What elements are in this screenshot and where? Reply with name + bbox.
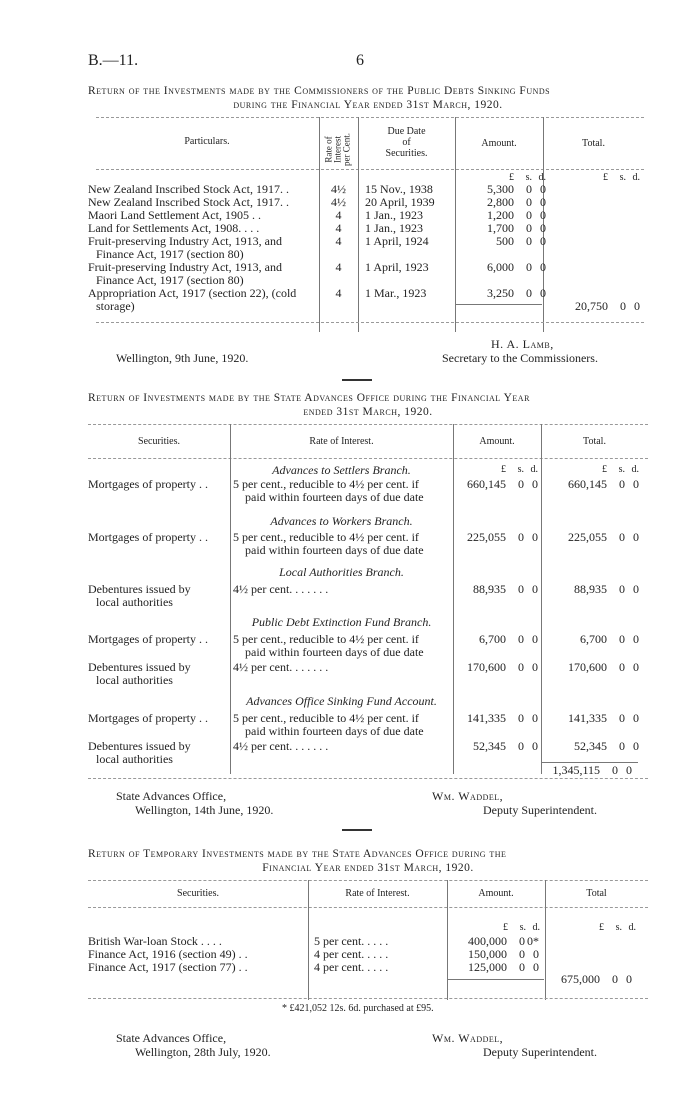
table3-amount: 400,000 0 0* [468, 934, 539, 948]
rate-header-line2: Interest [332, 136, 343, 163]
table2-section-title: Public Debt Extinction Fund Branch. [251, 615, 432, 629]
table3-place-date: Wellington, 28th July, 1920. [135, 1045, 271, 1059]
table2-office: State Advances Office, [116, 789, 227, 803]
table1-rate: 4 [335, 208, 342, 222]
table3-header-amount: Amount. [478, 888, 514, 899]
table1-particulars: New Zealand Inscribed Stock Act, 1917. . [88, 182, 289, 196]
rate-header-line3: per Cent. [341, 133, 352, 166]
table2-amount: 88,935 0 0 [473, 582, 538, 596]
table2-section-title: Advances Office Sinking Fund Account. [246, 694, 437, 708]
table3-amount-units: £ s. d. [503, 922, 540, 933]
table2-amount: 660,145 0 0 [467, 477, 538, 491]
table3-rate: 4 per cent. . . . . [314, 947, 389, 961]
table1-particulars: New Zealand Inscribed Stock Act, 1917. . [88, 195, 289, 209]
table1-rate: 4½ [331, 182, 346, 196]
table3-header-rate: Rate of Interest. [345, 888, 410, 899]
table2-header-rate: Rate of Interest. [309, 436, 374, 447]
table2-signer: Wm. Waddel, [432, 789, 504, 803]
table1-particulars: Fruit-preserving Industry Act, 1913, and [88, 234, 282, 248]
table2-rate: 5 per cent., reducible to 4½ per cent. if [233, 632, 419, 646]
table2-signer-title: Deputy Superintendent. [483, 803, 597, 817]
table1-particulars-cont: Finance Act, 1917 (section 80) [96, 273, 244, 287]
table2-security: Debentures issued by [88, 582, 191, 596]
table1-header-due-date [358, 126, 455, 159]
table2-rate: 4½ per cent. . . . . . . [233, 582, 329, 596]
table1-amount: 1,700 0 0 [487, 221, 546, 235]
table3-footnote: * £421,052 12s. 6d. purchased at £95. [282, 1003, 434, 1014]
table1-particulars-cont: storage) [96, 299, 135, 313]
table1-title-2: during the Financial Year ended 31st March, 1920. [233, 99, 503, 111]
table1-due-date: 1 April, 1923 [365, 260, 429, 274]
table2-security: Debentures issued by [88, 660, 191, 674]
table2-title-2: ended 31st March, 1920. [303, 406, 433, 418]
table2-total: 88,935 0 0 [574, 582, 639, 596]
table3-header-securities: Securities. [177, 888, 219, 899]
table2-security: Mortgages of property . . [88, 711, 208, 725]
table2-title: Return of Investments made by the State Advances Office during the Financial Year [88, 392, 530, 404]
due-header-line1: Due Date [387, 126, 426, 137]
table1-due-date: 1 Jan., 1923 [365, 208, 423, 222]
table2-total: 170,600 0 0 [568, 660, 639, 674]
table2-place-date: Wellington, 14th June, 1920. [135, 803, 274, 817]
table3-security: Finance Act, 1916 (section 49) . . [88, 947, 248, 961]
table2-rate: 5 per cent., reducible to 4½ per cent. if [233, 711, 419, 725]
table1-particulars: Appropriation Act, 1917 (section 22), (cold [88, 286, 297, 300]
table1-amount: 2,800 0 0 [487, 195, 546, 209]
table3-security: British War-loan Stock . . . . [88, 934, 222, 948]
table2-section-title: Advances to Workers Branch. [270, 514, 413, 528]
table1-total: 20,750 0 0 [575, 299, 640, 313]
table1-total-units: £ s. d. [603, 172, 640, 183]
table1-rate: 4½ [331, 195, 346, 209]
table2-section-title: Advances to Settlers Branch. [272, 463, 411, 477]
table1-due-date: 1 Mar., 1923 [365, 286, 427, 300]
table1-amount-units: £ s. d. [509, 172, 546, 183]
table3-header-total: Total [586, 888, 607, 899]
page-reference: B.—11. [88, 52, 139, 69]
due-header-line2: of [402, 137, 411, 148]
table1-place-date: Wellington, 9th June, 1920. [116, 351, 249, 365]
table1-particulars: Maori Land Settlement Act, 1905 . . [88, 208, 261, 222]
table2-security: Mortgages of property . . [88, 632, 208, 646]
table2-section-title: Local Authorities Branch. [279, 565, 404, 579]
table1-signer: H. A. Lamb, [491, 337, 554, 351]
table2-amount: 225,055 0 0 [467, 530, 538, 544]
table2-rate: 5 per cent., reducible to 4½ per cent. if [233, 477, 419, 491]
table2-total-units: £ s. d. [602, 464, 639, 475]
table3-title-2: Financial Year ended 31st March, 1920. [262, 862, 474, 874]
table2-rate-cont: paid within fourteen days of due date [245, 543, 424, 557]
table1-rate: 4 [335, 234, 342, 248]
table3-rate: 4 per cent. . . . . [314, 960, 389, 974]
table2-total: 141,335 0 0 [568, 711, 639, 725]
table3-title: Return of Temporary Investments made by the State Advances Office during the [88, 848, 507, 860]
table2-amount: 141,335 0 0 [467, 711, 538, 725]
table1-title: Return of the Investments made by the Commissioners of the Public Debts Sinking Funds [88, 85, 551, 97]
table2-rate-cont: paid within fourteen days of due date [245, 490, 424, 504]
table2-rate: 5 per cent., reducible to 4½ per cent. if [233, 530, 419, 544]
table2-grand-total: 1,345,115 0 0 [552, 763, 632, 777]
table2-amount: 170,600 0 0 [467, 660, 538, 674]
table3-office: State Advances Office, [116, 1031, 227, 1045]
table1-header-total: Total. [582, 138, 605, 149]
table2-amount: 52,345 0 0 [473, 739, 538, 753]
table3-security: Finance Act, 1917 (section 77) . . [88, 960, 248, 974]
table2-header-total: Total. [583, 436, 606, 447]
table3-signer-title: Deputy Superintendent. [483, 1045, 597, 1059]
table1-due-date: 20 April, 1939 [365, 195, 435, 209]
table3-amount: 125,000 0 0 [468, 960, 539, 974]
table2-total: 660,145 0 0 [568, 477, 639, 491]
table2-security-cont: local authorities [96, 752, 173, 766]
table2-rate: 4½ per cent. . . . . . . [233, 660, 329, 674]
table2-total: 6,700 0 0 [580, 632, 639, 646]
due-header-line3: Securities. [385, 148, 428, 159]
table1-header-particulars: Particulars. [184, 136, 230, 147]
table2-security-cont: local authorities [96, 595, 173, 609]
table1-amount: 6,000 0 0 [487, 260, 546, 274]
table2-security: Mortgages of property . . [88, 530, 208, 544]
table1-particulars: Fruit-preserving Industry Act, 1913, and [88, 260, 282, 274]
table1-rate: 4 [335, 260, 342, 274]
table2-rate-cont: paid within fourteen days of due date [245, 724, 424, 738]
table1-rate: 4 [335, 286, 342, 300]
table2-amount: 6,700 0 0 [479, 632, 538, 646]
table2-header-securities: Securities. [138, 436, 180, 447]
table1-amount: 3,250 0 0 [487, 286, 546, 300]
table1-due-date: 1 Jan., 1923 [365, 221, 423, 235]
table1-particulars: Land for Settlements Act, 1908. . . . [88, 221, 260, 235]
table1-amount: 500 0 0 [496, 234, 546, 248]
table1-particulars-cont: Finance Act, 1917 (section 80) [96, 247, 244, 261]
table3-signer: Wm. Waddel, [432, 1031, 504, 1045]
table2-security-cont: local authorities [96, 673, 173, 687]
table1-amount: 1,200 0 0 [487, 208, 546, 222]
table1-header-amount: Amount. [481, 138, 517, 149]
table3-amount: 150,000 0 0 [468, 947, 539, 961]
table1-due-date: 15 Nov., 1938 [365, 182, 433, 196]
table3-rate: 5 per cent. . . . . [314, 934, 389, 948]
table2-security: Debentures issued by [88, 739, 191, 753]
table2-header-amount: Amount. [479, 436, 515, 447]
table1-header-rate [319, 117, 358, 167]
table2-rate: 4½ per cent. . . . . . . [233, 739, 329, 753]
table1-amount: 5,300 0 0 [487, 182, 546, 196]
table1-rate: 4 [335, 221, 342, 235]
table2-total: 52,345 0 0 [574, 739, 639, 753]
table1-signer-title: Secretary to the Commissioners. [442, 351, 598, 365]
table2-security: Mortgages of property . . [88, 477, 208, 491]
rate-header-line1: Rate of [323, 136, 334, 163]
table2-rate-cont: paid within fourteen days of due date [245, 645, 424, 659]
table1-due-date: 1 April, 1924 [365, 234, 429, 248]
table2-amount-units: £ s. d. [501, 464, 538, 475]
page-number: 6 [356, 52, 364, 69]
table3-total-units: £ s. d. [599, 922, 636, 933]
table2-total: 225,055 0 0 [568, 530, 639, 544]
table3-total: 675,000 0 0 [561, 972, 632, 986]
